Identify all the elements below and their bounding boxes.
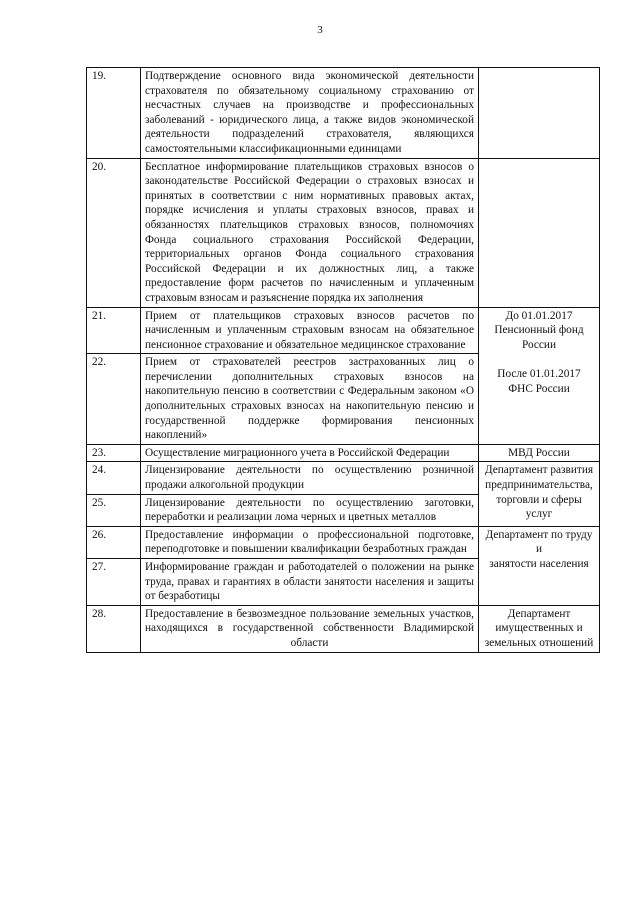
row-number: 19. bbox=[87, 68, 141, 159]
org-line: После 01.01.2017 bbox=[497, 368, 581, 381]
org-line: Департамент развития bbox=[484, 464, 594, 477]
service-description: Прием от страхователей реестров застрахованных лиц о перечислении дополнительных страховых взносов на накопительную пенсию в соответствии с Федеральным законом «О дополнительных страховых взносах на накопительную пенсию и государственной поддержке формирования пенсионных накоплений» bbox=[141, 354, 479, 445]
responsible-body-property bbox=[479, 605, 600, 652]
service-description: Подтверждение основного вида экономической деятельности страхователя по обязательному социальному страхованию от несчастных случаев на производстве и профессиональных заболеваний - юридического лица, а также видов экономической деятельности подразделений страхователя, являющихся самостоятельными классификационными единицами bbox=[141, 68, 479, 159]
table-row bbox=[87, 307, 600, 354]
row-number: 23. bbox=[87, 444, 141, 462]
service-description: Предоставление в безвозмездное пользование земельных участков, находящихся в государственной собственности Владимирской области bbox=[141, 605, 479, 652]
org-line: имущественных и bbox=[495, 622, 583, 635]
table-row bbox=[87, 158, 600, 307]
org-line: Пенсионный фонд России bbox=[494, 324, 584, 351]
table-row bbox=[87, 462, 600, 494]
responsible-body-mvd bbox=[479, 444, 600, 462]
service-description: Предоставление информации о профессиональной подготовке, переподготовке и повышении квалификации безработных граждан bbox=[141, 526, 479, 558]
table-row bbox=[87, 68, 600, 159]
service-description: Информирование граждан и работодателей о положении на рынке труда, правах и гарантиях в области занятости населения и защиты от безработицы bbox=[141, 559, 479, 606]
org-line: земельных отношений bbox=[484, 636, 594, 649]
row-number: 28. bbox=[87, 605, 141, 652]
responsible-body-trade bbox=[479, 462, 600, 526]
service-description: Лицензирование деятельности по осуществлению заготовки, переработки и реализации лома черных и цветных металлов bbox=[141, 494, 479, 526]
org-line: МВД России bbox=[508, 446, 570, 459]
service-description: Лицензирование деятельности по осуществлению розничной продажи алкогольной продукции bbox=[141, 462, 479, 494]
row-number: 22. bbox=[87, 354, 141, 445]
table-row bbox=[87, 526, 600, 558]
row-number: 27. bbox=[87, 559, 141, 606]
row-number: 24. bbox=[87, 462, 141, 494]
org-line: предпринимательства, bbox=[485, 479, 593, 492]
responsible-body-empty bbox=[479, 158, 600, 307]
row-number: 26. bbox=[87, 526, 141, 558]
row-number: 25. bbox=[87, 494, 141, 526]
page-number: 3 bbox=[317, 24, 323, 36]
org-line: Департамент bbox=[507, 607, 571, 620]
org-line: До 01.01.2017 bbox=[505, 309, 573, 322]
responsible-body-empty bbox=[479, 68, 600, 159]
responsible-body-labor bbox=[479, 526, 600, 605]
org-line: занятости населения bbox=[489, 558, 589, 570]
row-number: 20. bbox=[87, 158, 141, 307]
table-row bbox=[87, 444, 600, 462]
org-line: ФНС России bbox=[508, 382, 570, 395]
service-description: Осуществление миграционного учета в Российской Федерации bbox=[141, 444, 479, 462]
table-row bbox=[87, 605, 600, 652]
org-line: торговли и сферы услуг bbox=[496, 493, 582, 521]
services-table bbox=[86, 67, 600, 653]
service-description: Бесплатное информирование плательщиков страховых взносов о законодательстве Российской Федерации о страховых взносах и принятых в соответствии с ним нормативных правовых актах, порядке исчисления и уплаты страховых взносов, правах и обязанностях плательщиков страховых взносов, полномочиях Фонда социального страхования Российской Федерации, территориальных органов Фонда социального страхования Российской Федерации и их должностных лиц, а также предоставление форм расчетов по начисленным и уплаченным страховым взносам и разъяснение порядка их заполнения bbox=[141, 158, 479, 307]
row-number: 21. bbox=[87, 307, 141, 354]
org-spacer bbox=[483, 352, 595, 367]
service-description: Прием от плательщиков страховых взносов расчетов по начисленным и уплаченным страховым взносам на обязательное пенсионное страхование и обязательное медицинское страхование bbox=[141, 307, 479, 354]
org-line: Департамент по труду и bbox=[485, 528, 593, 556]
responsible-body-pfr-fns bbox=[479, 307, 600, 444]
